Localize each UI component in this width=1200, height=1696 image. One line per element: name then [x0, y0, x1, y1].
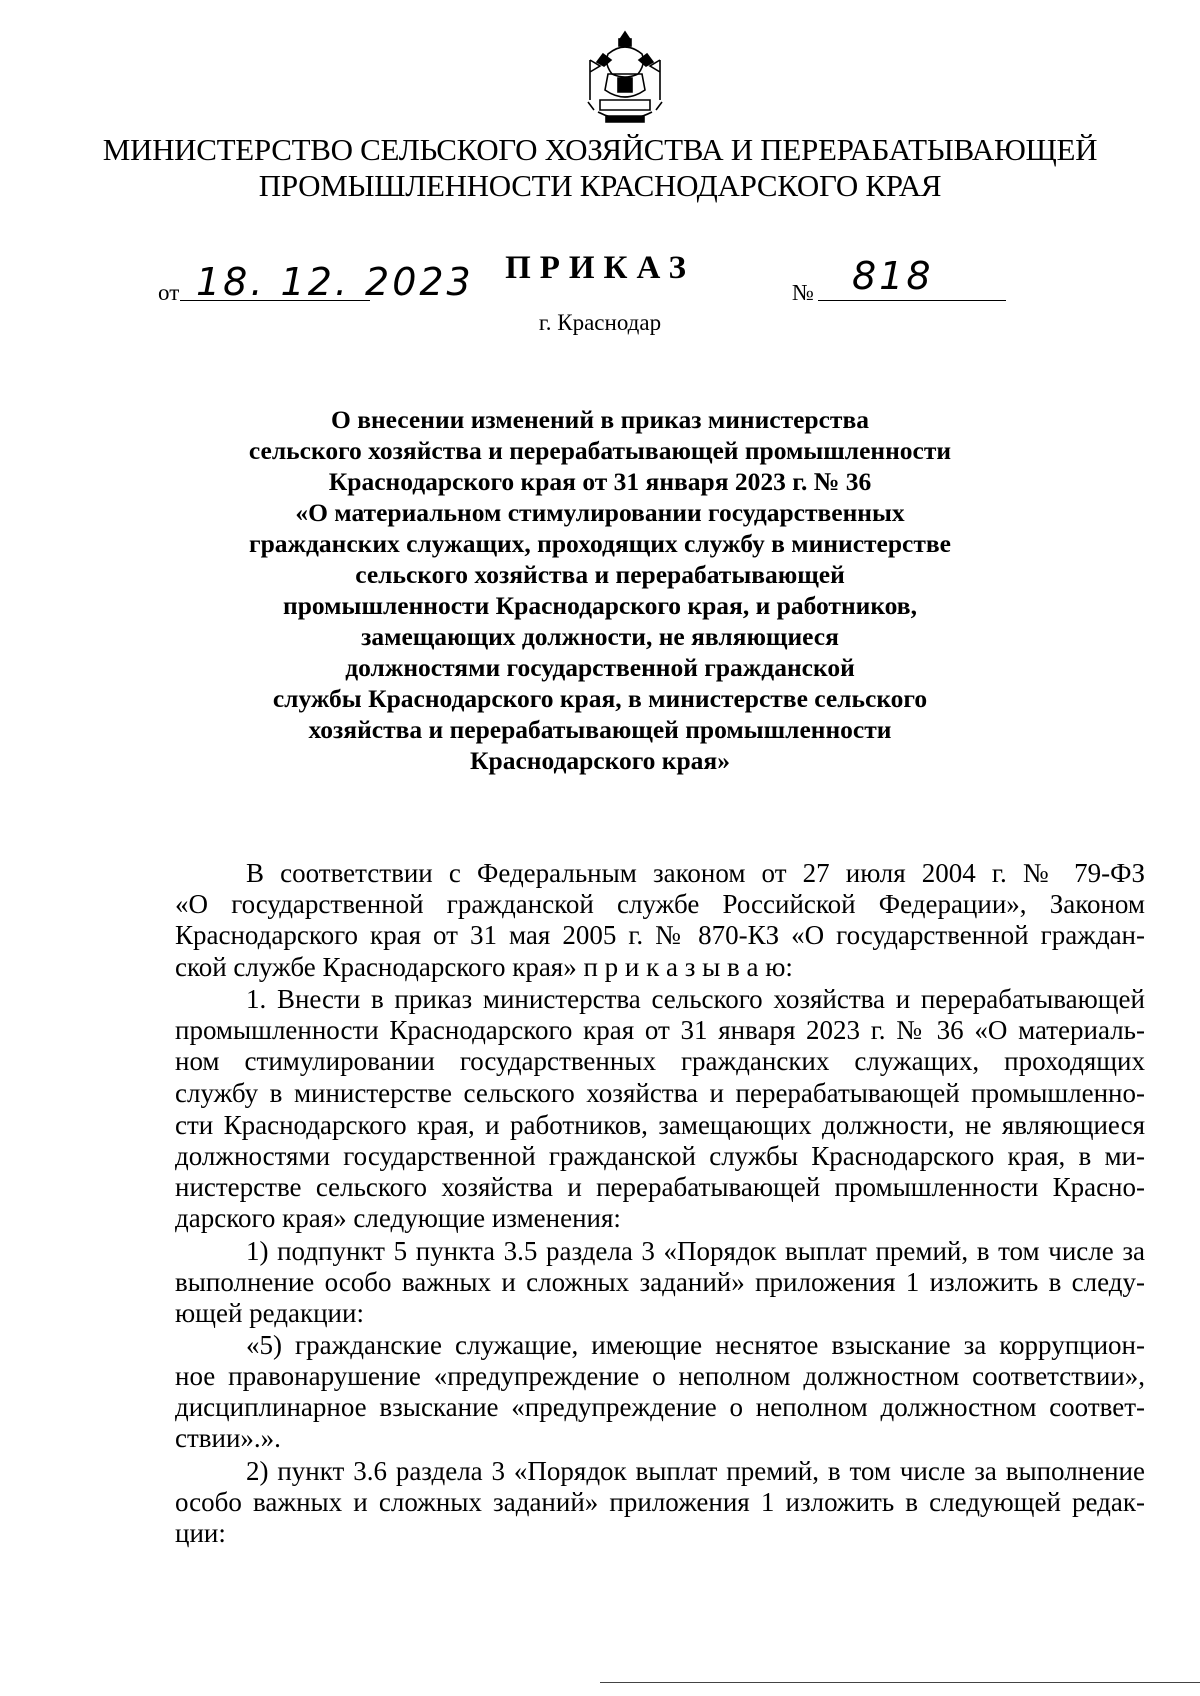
- date-prefix: от: [158, 280, 180, 305]
- page-edge-line: [600, 1682, 1200, 1683]
- body-line: ции:: [175, 1518, 226, 1548]
- body-line: дисциплинарное взыскание «предупреждение о неполном должностном соответ-: [175, 1392, 1145, 1422]
- title-line: сельского хозяйства и перерабатывающей: [355, 560, 845, 589]
- body-line: дарского края» следующие изменения:: [175, 1203, 621, 1233]
- date-handwritten: 18. 12. 2023: [196, 260, 474, 304]
- body-line: службу в министерстве сельского хозяйства и перерабатывающей промышленно-: [175, 1078, 1145, 1108]
- body-line: должностями государственной гражданской службы Краснодарского края, в ми-: [175, 1141, 1145, 1171]
- body-line: 2) пункт 3.6 раздела 3 «Порядок выплат премий, в том числе за выполнение: [246, 1456, 1145, 1486]
- number-underline: [818, 300, 1006, 301]
- title-line: Краснодарского края от 31 января 2023 г. № 36: [328, 467, 872, 496]
- title-line: замещающих должности, не являющиеся: [361, 622, 839, 651]
- number-handwritten: 818: [852, 254, 934, 298]
- title-line: должностями государственной гражданской: [345, 653, 855, 682]
- title-line: гражданских служащих, проходящих службу в министерстве: [249, 529, 951, 558]
- body-line: ющей редакции:: [175, 1298, 364, 1328]
- title-line: промышленности Краснодарского края, и работников,: [283, 591, 917, 620]
- document-type: ПРИКАЗ: [505, 250, 695, 286]
- body-line: сти Краснодарского края, и работников, замещающих должности, не являющиеся: [175, 1110, 1145, 1140]
- body-line: промышленности Краснодарского края от 31 января 2023 г. № 36 «О материаль-: [175, 1015, 1145, 1045]
- title-line: Краснодарского края»: [470, 746, 730, 775]
- body-line: выполнение особо важных и сложных заданий» приложения 1 изложить в следу-: [175, 1267, 1145, 1297]
- body-line: В соответствии с Федеральным законом от 27 июля 2004 г. № 79-ФЗ: [246, 858, 1145, 888]
- body-line: нистерстве сельского хозяйства и перерабатывающей промышленности Красно-: [175, 1172, 1145, 1202]
- number-prefix: №: [792, 280, 814, 305]
- coat-of-arms-emblem: [578, 30, 672, 130]
- title-line: О внесении изменений в приказ министерства: [331, 405, 869, 434]
- title-line: «О материальном стимулировании государственных: [295, 498, 905, 527]
- body-line: ное правонарушение «предупреждение о неполном должностном соответствии»,: [175, 1361, 1145, 1391]
- body-line: «О государственной гражданской службе Российской Федерации», Законом: [175, 889, 1145, 919]
- ministry-name-line-2: ПРОМЫШЛЕННОСТИ КРАСНОДАРСКОГО КРАЯ: [258, 168, 942, 203]
- title-line: сельского хозяйства и перерабатывающей промышленности: [248, 436, 952, 465]
- ministry-name-line-1: МИНИСТЕРСТВО СЕЛЬСКОГО ХОЗЯЙСТВА И ПЕРЕРАБАТЫВАЮЩЕЙ: [102, 132, 1098, 167]
- title-line: службы Краснодарского края, в министерстве сельского: [272, 684, 928, 713]
- body-line: ном стимулировании государственных гражданских служащих, проходящих: [175, 1046, 1145, 1076]
- body-line: 1) подпункт 5 пункта 3.5 раздела 3 «Порядок выплат премий, в том числе за: [246, 1236, 1145, 1266]
- body-line: 1. Внести в приказ министерства сельского хозяйства и перерабатывающей: [246, 984, 1145, 1014]
- title-line: хозяйства и перерабатывающей промышленности: [308, 715, 892, 744]
- body-line: «5) гражданские служащие, имеющие неснятое взыскание за коррупцион-: [246, 1330, 1145, 1360]
- city: г. Краснодар: [538, 310, 662, 335]
- body-line: ствии».».: [175, 1423, 281, 1453]
- body-line: ской службе Краснодарского края» п р и к а з ы в а ю:: [175, 952, 793, 982]
- body-line: особо важных и сложных заданий» приложения 1 изложить в следующей редак-: [175, 1487, 1145, 1517]
- body-line: Краснодарского края от 31 мая 2005 г. № 870-КЗ «О государственной граждан-: [175, 920, 1145, 950]
